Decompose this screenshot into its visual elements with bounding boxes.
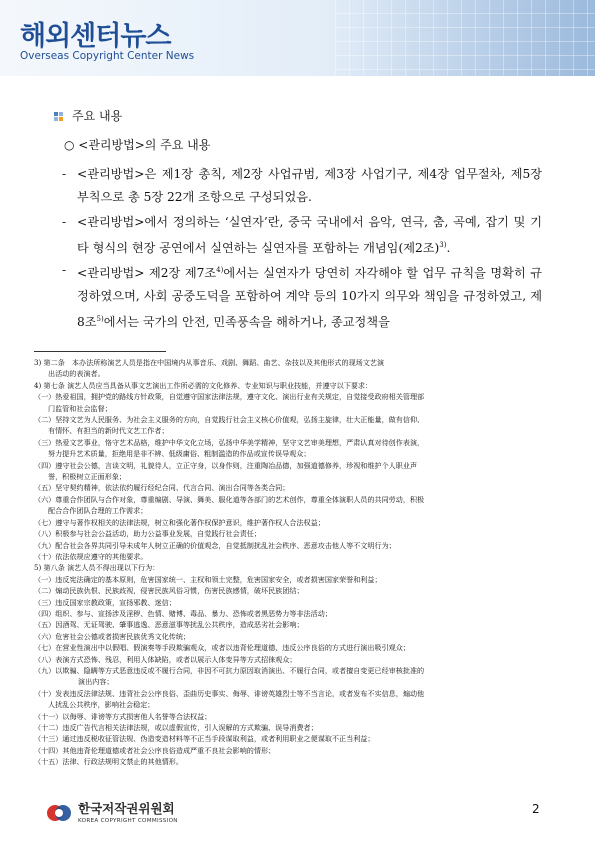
footnote-line: （七）遵守与著作权相关的法律法规，树立和强化著作权保护意识，维护著作权人合法权益； xyxy=(34,517,325,527)
footnote-line: 5) 第八条 演艺人员不得出现以下行为： xyxy=(34,563,160,573)
footnote-line: （六）危害社会公德或者损害民族优秀文化传统； xyxy=(34,631,191,641)
footnote-divider xyxy=(34,351,166,352)
list-item xyxy=(62,259,542,334)
commission-logo-icon xyxy=(46,800,72,826)
list-dash: - xyxy=(62,167,67,181)
footnote-line: 门监管和社会监督； xyxy=(48,403,112,413)
footnote-line: （十三）通过违反税收征管法规、伪造变造材料等不正当手段谋取利益，或者利用职业之便谋取不正当利益； xyxy=(34,734,375,744)
footnote-line: （三）违反国家宗教政策，宣扬邪教、迷信； xyxy=(34,597,176,607)
org-name-en: KOREA COPYRIGHT COMMISSION xyxy=(78,818,178,824)
footnote-line: 人扰乱公共秩序，影响社会稳定； xyxy=(48,700,155,710)
footnote-line: （十二）违反广告代言相关法律法规，或以虚假宣传，引人误解的方式欺骗、误导消费者； xyxy=(34,723,318,732)
footnote-line: （九）以欺骗、隐瞒等方式恶意违反或不履行合同，非因不可抗力原因取消演出、不履行合同，或者擅自变更已经审核批准的 xyxy=(34,665,425,675)
footnote-line: 3) 第二条 本办法所称演艺人员是指在中国境内从事音乐、戏剧、舞蹈、曲艺、杂技以及其他形式的现场文艺演 xyxy=(34,358,385,367)
footnote-line: 努力提升艺术质量，拒绝用是非不辨、低级庸俗、粗制滥造的作品或宣传误导观众； xyxy=(48,449,311,459)
footnote-line: （十五）法律、行政法规明文禁止的其他情形。 xyxy=(34,757,183,767)
banner-pattern xyxy=(335,0,595,76)
footnote-line: 出活动的表演者。 xyxy=(48,369,105,379)
footnote-line: （十一）以侮辱、诽谤等方式损害他人名誉等合法权益； xyxy=(34,711,212,721)
section-bullet-icon xyxy=(54,112,66,122)
org-name-ko: 한국저작권위원회 xyxy=(78,801,175,816)
footnote-line: （二）煽动民族仇恨、民族歧视，侵害民族风俗习惯，伤害民族感情，破坏民族团结； xyxy=(34,586,304,596)
footnote-line: 4) 第七条 演艺人员应当具备从事文艺演出工作所必需的文化修养、专业知识与职业技能，并遵守以下要求： xyxy=(34,380,373,390)
footnote-line: （四）遵守社会公德，言谈文明，礼貌待人，立正守身，以身作则，注重陶冶品德，加强道德修养，珍视和维护个人职业声 xyxy=(34,460,418,470)
footnote-line: （十四）其他违背伦理道德或者社会公序良俗造成严重不良社会影响的情形； xyxy=(34,745,276,755)
footnote-line: （八）积极参与社会公益活动，助力公益事业发展，自觉践行社会责任； xyxy=(34,529,261,539)
footnote-line: （四）组织、参与、宣扬涉及淫秽、色情、赌博、毒品、暴力、恐怖或者黑恶势力等非法活动； xyxy=(34,608,332,618)
newsletter-subtitle: Overseas Copyright Center News xyxy=(20,50,195,62)
footer-logo xyxy=(46,798,246,828)
footnote-line: （六）尊重合作团队与合作对象，尊重编剧、导演、舞美、服化道等各部门的艺术创作，尊重全体演职人员的共同劳动，积极 xyxy=(34,494,425,504)
footnote-line: （五）坚守契约精神，依法依约履行经纪合同、代言合同、演出合同等各类合同； xyxy=(34,483,290,493)
list-item xyxy=(62,163,542,209)
footnote-ref: 4) xyxy=(216,266,224,274)
footnote-ref: 3) xyxy=(439,241,447,249)
list-item-text: <관리방법>은 제1장 총칙, 제2장 사업규범, 제3장 사업기구, 제4장 업무절차, 제5장 부칙으로 총 5장 22개 조항으로 구성되었음. xyxy=(77,167,542,204)
newsletter-title: 해외센터뉴스 xyxy=(20,21,171,52)
list-item xyxy=(62,211,542,260)
footnote-line: 配合合作团队合理的工作需求； xyxy=(48,506,148,516)
footnote-line: （七）在营业性演出中以假唱、假演奏等手段欺骗观众，或者以违背伦理道德、违反公序良俗的方式进行演出吸引观众； xyxy=(34,643,410,653)
section-heading-text: 주요 내용 xyxy=(72,109,123,123)
footnote-line: 演出内容； xyxy=(78,677,114,687)
list-item-text: <관리방법>에서 정의하는 ‘실연자’란, 중국 국내에서 음악, 연극, 춤, 곡예, 잡기 및 기타 형식의 현장 공연에서 실연하는 실연자를 포함하는 개념임(제2조)$^{3)}$. xyxy=(77,215,542,256)
list-dash: - xyxy=(62,215,67,229)
list-item-text: <관리방법> 제2장 제7조$^{4)}$에서는 실연자가 당연히 자각해야 할 업무 규칙을 명확히 규정하였으며, 사회 공중도덕을 포함하여 계약 등의 10가지 의무와 책임을 규정하였고, 제8조$^{5)}$에서는 국가의 안전, 민족풍속을 해하거나, 종교정책을 xyxy=(77,266,543,330)
section-heading xyxy=(54,107,122,124)
footnote-line: （十）发表违反法律法规、违背社会公序良俗、歪曲历史事实、侮辱、诽谤英雄烈士等不当言论，或者发布不实信息，煽动他 xyxy=(34,688,425,698)
footnote-line: （一）违反宪法确定的基本原则，危害国家统一、主权和领土完整，危害国家安全，或者损害国家荣誉和利益； xyxy=(34,574,382,584)
header-banner xyxy=(0,0,595,76)
footnote-line: （九）配合社会各界共同引导未成年人树立正确的价值观念，自觉抵制扰乱社会秩序、恶意攻击他人等不文明行为； xyxy=(34,540,396,550)
subsection-heading: ○ <관리방법>의 주요 내용 xyxy=(64,138,211,152)
footnote-line: （八）表演方式恐怖、残忍，利用人体缺陷，或者以展示人体变异等方式招徕观众； xyxy=(34,654,297,664)
footnote-line: 有情怀、有担当的新时代文艺工作者； xyxy=(48,426,169,436)
footnote-line: （二）坚持文艺为人民服务、为社会主义服务的方向，自觉践行社会主义核心价值观，弘扬主旋律，壮大正能量，做有信仰、 xyxy=(34,415,425,425)
list-dash: - xyxy=(62,263,67,277)
footnote-line: （一）热爱祖国，拥护党的路线方针政策，自觉遵守国家法律法规，遵守文化、演出行业有关规定，自觉接受政府相关管理部 xyxy=(34,392,425,402)
footnote-line: 誉，积极树立正面形象； xyxy=(48,472,127,482)
footnote-line: （五）因酒驾、无证驾驶、肇事逃逸、恶意滋事等扰乱公共秩序，造成恶劣社会影响； xyxy=(34,620,304,630)
footnote-ref: 5) xyxy=(96,315,104,324)
footnote-line: （十）依法依规应遵守的其他要求。 xyxy=(34,551,148,561)
footnote-line: （三）热爱文艺事业，恪守艺术品格，维护中华文化立场，弘扬中华美学精神，坚守文艺审美理想，严肃认真对待创作表演， xyxy=(34,437,425,447)
footnotes xyxy=(34,357,549,768)
page-number: 2 xyxy=(532,802,540,816)
